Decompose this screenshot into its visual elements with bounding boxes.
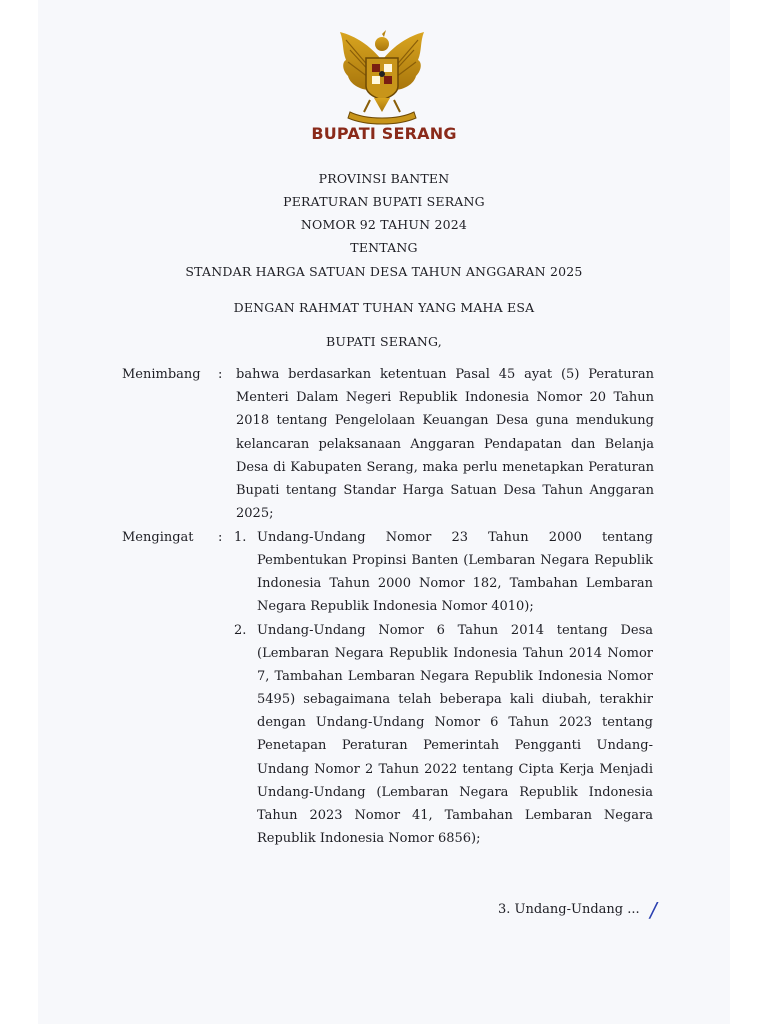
- list-item: Undang-Undang Nomor 23 Tahun 2000 tentang Pembentukan Propinsi Banten (Lembaran Negara Republik Indonesia Tahun 2000 Nomor 182, Tambahan Lembaran Negara Republik Indonesia Nomor 4010);: [257, 530, 653, 615]
- regulation-line: PERATURAN BUPATI SERANG: [283, 194, 485, 209]
- garuda-emblem-icon: [330, 28, 434, 126]
- menimbang-colon: :: [218, 367, 223, 382]
- brand-title: BUPATI SERANG: [311, 124, 457, 143]
- list-item-number: 2.: [234, 623, 247, 638]
- about-line: TENTANG: [350, 240, 418, 255]
- mengingat-colon: :: [218, 530, 223, 545]
- menimbang-label: Menimbang: [122, 367, 201, 382]
- number-line: NOMOR 92 TAHUN 2024: [300, 217, 468, 232]
- province-line: PROVINSI BANTEN: [318, 171, 450, 186]
- menimbang-text: bahwa berdasarkan ketentuan Pasal 45 ayat (5) Peraturan Menteri Dalam Negeri Republik Indonesia Nomor 20 Tahun 2018 tentang Pengelolaan Keuangan Desa guna mendukung kelancaran pelaksanaan Anggaran Pendapatan dan Belanja Desa di Kabupaten Serang, maka perlu menetapkan Peraturan Bupati tentang Standar Harga Satuan Desa Tahun Anggaran 2025;: [236, 367, 654, 522]
- paraf-initial: /: [650, 898, 657, 922]
- authority-line: BUPATI SERANG,: [326, 334, 442, 349]
- list-item: Undang-Undang Nomor 6 Tahun 2014 tentang Desa (Lembaran Negara Republik Indonesia Tahun 2014 Nomor 7, Tambahan Lembaran Negara Republik Indonesia Nomor 5495) sebagaimana telah beberapa kali diubah, terakhir dengan Undang-Undang Nomor 6 Tahun 2023 tentang Penetapan Peraturan Pemerintah Pengganti Undang-Undang Nomor 2 Tahun 2022 tentang Cipta Kerja Menjadi Undang-Undang (Lembaran Negara Republik Indonesia Tahun 2023 Nomor 41, Tambahan Lembaran Negara Republik Indonesia Nomor 6856);: [257, 623, 653, 846]
- regulation-title: STANDAR HARGA SATUAN DESA TAHUN ANGGARAN 2025: [185, 264, 583, 279]
- mengingat-label: Mengingat: [122, 530, 194, 545]
- list-item-number: 1.: [234, 530, 247, 545]
- blessing-line: DENGAN RAHMAT TUHAN YANG MAHA ESA: [233, 300, 535, 315]
- continuation-text: 3. Undang-Undang ...: [498, 902, 640, 917]
